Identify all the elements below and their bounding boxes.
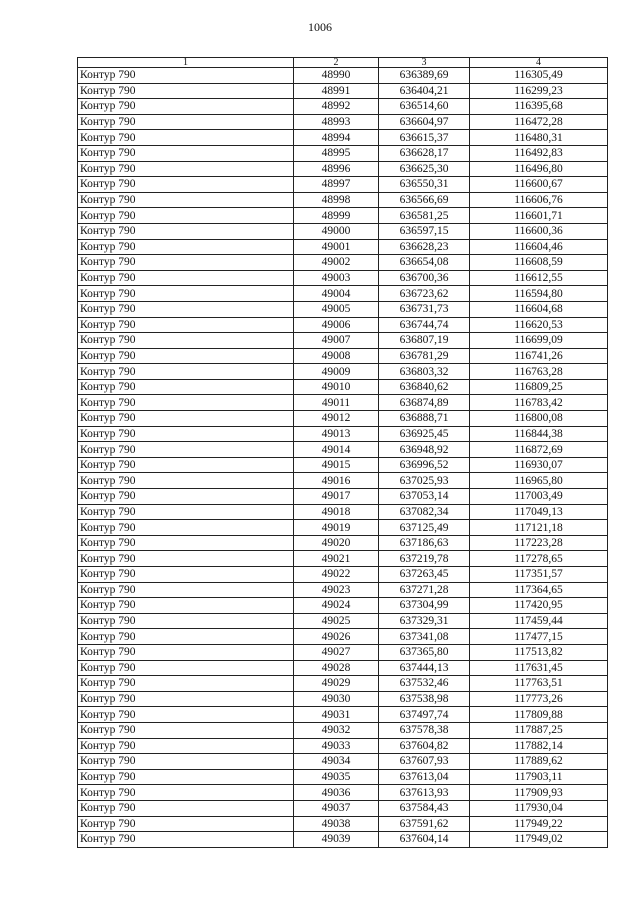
contour-name-cell: Контур 790: [78, 333, 294, 349]
point-number-cell: 49024: [294, 598, 379, 614]
table-row: [78, 457, 608, 473]
table-row: [78, 208, 608, 224]
contour-name-cell: Контур 790: [78, 660, 294, 676]
x-coordinate-cell: 636874,89: [379, 395, 470, 411]
y-coordinate-cell: 117121,18: [470, 520, 608, 536]
column-header-3: 3: [379, 58, 470, 68]
contour-name-cell: Контур 790: [78, 177, 294, 193]
contour-name-cell: Контур 790: [78, 99, 294, 115]
contour-name-cell: Контур 790: [78, 208, 294, 224]
point-number-cell: 49002: [294, 255, 379, 271]
y-coordinate-cell: 116783,42: [470, 395, 608, 411]
table-row: [78, 629, 608, 645]
contour-name-cell: Контур 790: [78, 301, 294, 317]
y-coordinate-cell: 116965,80: [470, 473, 608, 489]
y-coordinate-cell: 117882,14: [470, 738, 608, 754]
table-row: [78, 426, 608, 442]
contour-name-cell: Контур 790: [78, 145, 294, 161]
point-number-cell: 49037: [294, 800, 379, 816]
x-coordinate-cell: 636581,25: [379, 208, 470, 224]
y-coordinate-cell: 117773,26: [470, 691, 608, 707]
y-coordinate-cell: 116600,67: [470, 177, 608, 193]
x-coordinate-cell: 637219,78: [379, 551, 470, 567]
table-row: [78, 286, 608, 302]
point-number-cell: 49015: [294, 457, 379, 473]
x-coordinate-cell: 636566,69: [379, 192, 470, 208]
x-coordinate-cell: 636781,29: [379, 348, 470, 364]
x-coordinate-cell: 636700,36: [379, 270, 470, 286]
contour-name-cell: Контур 790: [78, 364, 294, 380]
y-coordinate-cell: 117763,51: [470, 676, 608, 692]
x-coordinate-cell: 637263,45: [379, 567, 470, 583]
x-coordinate-cell: 636404,21: [379, 83, 470, 99]
x-coordinate-cell: 637329,31: [379, 613, 470, 629]
contour-name-cell: Контур 790: [78, 800, 294, 816]
contour-name-cell: Контур 790: [78, 613, 294, 629]
point-number-cell: 49005: [294, 301, 379, 317]
y-coordinate-cell: 117278,65: [470, 551, 608, 567]
contour-name-cell: Контур 790: [78, 769, 294, 785]
point-number-cell: 48997: [294, 177, 379, 193]
contour-name-cell: Контур 790: [78, 738, 294, 754]
x-coordinate-cell: 636628,17: [379, 145, 470, 161]
contour-name-cell: Контур 790: [78, 223, 294, 239]
contour-name-cell: Контур 790: [78, 582, 294, 598]
point-number-cell: 49022: [294, 567, 379, 583]
y-coordinate-cell: 116741,26: [470, 348, 608, 364]
y-coordinate-cell: 117351,57: [470, 567, 608, 583]
x-coordinate-cell: 636996,52: [379, 457, 470, 473]
point-number-cell: 49034: [294, 754, 379, 770]
x-coordinate-cell: 637082,34: [379, 504, 470, 520]
y-coordinate-cell: 117459,44: [470, 613, 608, 629]
table-row: [78, 691, 608, 707]
point-number-cell: 49019: [294, 520, 379, 536]
point-number-cell: 49025: [294, 613, 379, 629]
table-row: [78, 239, 608, 255]
x-coordinate-cell: 636628,23: [379, 239, 470, 255]
contour-name-cell: Контур 790: [78, 457, 294, 473]
point-number-cell: 49007: [294, 333, 379, 349]
y-coordinate-cell: 117223,28: [470, 535, 608, 551]
point-number-cell: 48994: [294, 130, 379, 146]
y-coordinate-cell: 116305,49: [470, 68, 608, 84]
table-row: [78, 504, 608, 520]
y-coordinate-cell: 116492,83: [470, 145, 608, 161]
table-row: [78, 754, 608, 770]
table-row: [78, 567, 608, 583]
y-coordinate-cell: 116480,31: [470, 130, 608, 146]
table-row: [78, 442, 608, 458]
table-row: [78, 223, 608, 239]
point-number-cell: 49017: [294, 489, 379, 505]
contour-name-cell: Контур 790: [78, 722, 294, 738]
table-row: [78, 676, 608, 692]
table-body: [78, 68, 608, 848]
point-number-cell: 49018: [294, 504, 379, 520]
x-coordinate-cell: 637578,38: [379, 722, 470, 738]
table-row: [78, 177, 608, 193]
y-coordinate-cell: 116612,55: [470, 270, 608, 286]
table-row: [78, 473, 608, 489]
table-row: [78, 348, 608, 364]
table-row: [78, 255, 608, 271]
contour-name-cell: Контур 790: [78, 754, 294, 770]
table-row: [78, 301, 608, 317]
y-coordinate-cell: 116844,38: [470, 426, 608, 442]
x-coordinate-cell: 637604,82: [379, 738, 470, 754]
y-coordinate-cell: 116872,69: [470, 442, 608, 458]
table-row: [78, 83, 608, 99]
column-header-1: 1: [78, 58, 294, 68]
table-row: [78, 644, 608, 660]
y-coordinate-cell: 116395,68: [470, 99, 608, 115]
point-number-cell: 48990: [294, 68, 379, 84]
contour-name-cell: Контур 790: [78, 473, 294, 489]
table-row: [78, 99, 608, 115]
contour-name-cell: Контур 790: [78, 348, 294, 364]
y-coordinate-cell: 117420,95: [470, 598, 608, 614]
y-coordinate-cell: 116496,80: [470, 161, 608, 177]
contour-name-cell: Контур 790: [78, 426, 294, 442]
point-number-cell: 49000: [294, 223, 379, 239]
point-number-cell: 48993: [294, 114, 379, 130]
contour-name-cell: Контур 790: [78, 520, 294, 536]
point-number-cell: 49035: [294, 769, 379, 785]
x-coordinate-cell: 636803,32: [379, 364, 470, 380]
point-number-cell: 49029: [294, 676, 379, 692]
point-number-cell: 49006: [294, 317, 379, 333]
contour-name-cell: Контур 790: [78, 489, 294, 505]
x-coordinate-cell: 637497,74: [379, 707, 470, 723]
x-coordinate-cell: 636731,73: [379, 301, 470, 317]
table-row: [78, 520, 608, 536]
point-number-cell: 49026: [294, 629, 379, 645]
contour-name-cell: Контур 790: [78, 816, 294, 832]
point-number-cell: 49039: [294, 832, 379, 848]
contour-name-cell: Контур 790: [78, 567, 294, 583]
table-row: [78, 800, 608, 816]
y-coordinate-cell: 116604,46: [470, 239, 608, 255]
y-coordinate-cell: 116608,59: [470, 255, 608, 271]
y-coordinate-cell: 116604,68: [470, 301, 608, 317]
x-coordinate-cell: 636840,62: [379, 379, 470, 395]
table-row: [78, 411, 608, 427]
point-number-cell: 48991: [294, 83, 379, 99]
y-coordinate-cell: 116594,80: [470, 286, 608, 302]
x-coordinate-cell: 636807,19: [379, 333, 470, 349]
y-coordinate-cell: 116606,76: [470, 192, 608, 208]
y-coordinate-cell: 116601,71: [470, 208, 608, 224]
y-coordinate-cell: 117364,65: [470, 582, 608, 598]
y-coordinate-cell: 116620,53: [470, 317, 608, 333]
y-coordinate-cell: 117003,49: [470, 489, 608, 505]
table-row: [78, 68, 608, 84]
point-number-cell: 49033: [294, 738, 379, 754]
y-coordinate-cell: 117903,11: [470, 769, 608, 785]
y-coordinate-cell: 117930,04: [470, 800, 608, 816]
contour-name-cell: Контур 790: [78, 161, 294, 177]
point-number-cell: 49010: [294, 379, 379, 395]
contour-name-cell: Контур 790: [78, 130, 294, 146]
x-coordinate-cell: 636654,08: [379, 255, 470, 271]
y-coordinate-cell: 116809,25: [470, 379, 608, 395]
table-row: [78, 832, 608, 848]
x-coordinate-cell: 637607,93: [379, 754, 470, 770]
table-row: [78, 130, 608, 146]
point-number-cell: 49028: [294, 660, 379, 676]
contour-name-cell: Контур 790: [78, 504, 294, 520]
y-coordinate-cell: 117477,15: [470, 629, 608, 645]
table-row: [78, 317, 608, 333]
contour-name-cell: Контур 790: [78, 270, 294, 286]
table-row: [78, 769, 608, 785]
column-header-4: 4: [470, 58, 608, 68]
page-number: 1006: [308, 20, 332, 34]
point-number-cell: 49012: [294, 411, 379, 427]
point-number-cell: 49003: [294, 270, 379, 286]
x-coordinate-cell: 637613,93: [379, 785, 470, 801]
y-coordinate-cell: 117631,45: [470, 660, 608, 676]
point-number-cell: 49016: [294, 473, 379, 489]
x-coordinate-cell: 636550,31: [379, 177, 470, 193]
point-number-cell: 49008: [294, 348, 379, 364]
x-coordinate-cell: 636723,62: [379, 286, 470, 302]
table-row: [78, 785, 608, 801]
x-coordinate-cell: 637538,98: [379, 691, 470, 707]
x-coordinate-cell: 637604,14: [379, 832, 470, 848]
point-number-cell: 49021: [294, 551, 379, 567]
contour-name-cell: Контур 790: [78, 68, 294, 84]
point-number-cell: 49030: [294, 691, 379, 707]
y-coordinate-cell: 116600,36: [470, 223, 608, 239]
point-number-cell: 48996: [294, 161, 379, 177]
x-coordinate-cell: 637304,99: [379, 598, 470, 614]
point-number-cell: 49023: [294, 582, 379, 598]
contour-name-cell: Контур 790: [78, 676, 294, 692]
contour-name-cell: Контур 790: [78, 395, 294, 411]
contour-name-cell: Контур 790: [78, 239, 294, 255]
contour-name-cell: Контур 790: [78, 691, 294, 707]
x-coordinate-cell: 636948,92: [379, 442, 470, 458]
table-row: [78, 551, 608, 567]
y-coordinate-cell: 117889,62: [470, 754, 608, 770]
y-coordinate-cell: 116800,08: [470, 411, 608, 427]
y-coordinate-cell: 117049,13: [470, 504, 608, 520]
y-coordinate-cell: 117513,82: [470, 644, 608, 660]
table-row: [78, 613, 608, 629]
point-number-cell: 49032: [294, 722, 379, 738]
point-number-cell: 49014: [294, 442, 379, 458]
x-coordinate-cell: 637365,80: [379, 644, 470, 660]
table-row: [78, 535, 608, 551]
contour-name-cell: Контур 790: [78, 644, 294, 660]
y-coordinate-cell: 117949,02: [470, 832, 608, 848]
table-row: [78, 364, 608, 380]
contour-name-cell: Контур 790: [78, 832, 294, 848]
table-row: [78, 598, 608, 614]
x-coordinate-cell: 637613,04: [379, 769, 470, 785]
table-row: [78, 395, 608, 411]
point-number-cell: 49004: [294, 286, 379, 302]
contour-name-cell: Контур 790: [78, 535, 294, 551]
contour-name-cell: Контур 790: [78, 83, 294, 99]
x-coordinate-cell: 636389,69: [379, 68, 470, 84]
x-coordinate-cell: 637341,08: [379, 629, 470, 645]
table-row: [78, 722, 608, 738]
x-coordinate-cell: 636888,71: [379, 411, 470, 427]
table-row: [78, 379, 608, 395]
contour-name-cell: Контур 790: [78, 411, 294, 427]
contour-name-cell: Контур 790: [78, 192, 294, 208]
y-coordinate-cell: 116930,07: [470, 457, 608, 473]
y-coordinate-cell: 117887,25: [470, 722, 608, 738]
table-row: [78, 582, 608, 598]
point-number-cell: 49020: [294, 535, 379, 551]
table-row: [78, 333, 608, 349]
y-coordinate-cell: 116472,28: [470, 114, 608, 130]
table-row: [78, 145, 608, 161]
x-coordinate-cell: 637053,14: [379, 489, 470, 505]
x-coordinate-cell: 636615,37: [379, 130, 470, 146]
point-number-cell: 49009: [294, 364, 379, 380]
point-number-cell: 48992: [294, 99, 379, 115]
column-header-2: 2: [294, 58, 379, 68]
point-number-cell: 49001: [294, 239, 379, 255]
table-row: [78, 114, 608, 130]
x-coordinate-cell: 637271,28: [379, 582, 470, 598]
point-number-cell: 48998: [294, 192, 379, 208]
x-coordinate-cell: 637444,13: [379, 660, 470, 676]
contour-name-cell: Контур 790: [78, 785, 294, 801]
x-coordinate-cell: 637532,46: [379, 676, 470, 692]
x-coordinate-cell: 636597,15: [379, 223, 470, 239]
contour-name-cell: Контур 790: [78, 442, 294, 458]
table-row: [78, 489, 608, 505]
table-row: [78, 270, 608, 286]
point-number-cell: 49036: [294, 785, 379, 801]
table-row: [78, 738, 608, 754]
y-coordinate-cell: 116699,09: [470, 333, 608, 349]
x-coordinate-cell: 636744,74: [379, 317, 470, 333]
y-coordinate-cell: 117909,93: [470, 785, 608, 801]
contour-name-cell: Контур 790: [78, 317, 294, 333]
x-coordinate-cell: 637125,49: [379, 520, 470, 536]
point-number-cell: 48995: [294, 145, 379, 161]
point-number-cell: 49013: [294, 426, 379, 442]
point-number-cell: 49011: [294, 395, 379, 411]
point-number-cell: 49027: [294, 644, 379, 660]
y-coordinate-cell: 116299,23: [470, 83, 608, 99]
x-coordinate-cell: 636604,97: [379, 114, 470, 130]
coordinates-table: [77, 57, 608, 848]
x-coordinate-cell: 636514,60: [379, 99, 470, 115]
x-coordinate-cell: 637186,63: [379, 535, 470, 551]
point-number-cell: 48999: [294, 208, 379, 224]
table-row: [78, 660, 608, 676]
table-header-row: [78, 58, 608, 68]
point-number-cell: 49038: [294, 816, 379, 832]
y-coordinate-cell: 117949,22: [470, 816, 608, 832]
contour-name-cell: Контур 790: [78, 255, 294, 271]
x-coordinate-cell: 637591,62: [379, 816, 470, 832]
y-coordinate-cell: 116763,28: [470, 364, 608, 380]
table-row: [78, 161, 608, 177]
contour-name-cell: Контур 790: [78, 598, 294, 614]
contour-name-cell: Контур 790: [78, 379, 294, 395]
contour-name-cell: Контур 790: [78, 286, 294, 302]
table-row: [78, 192, 608, 208]
contour-name-cell: Контур 790: [78, 114, 294, 130]
table-row: [78, 816, 608, 832]
x-coordinate-cell: 636925,45: [379, 426, 470, 442]
table-row: [78, 707, 608, 723]
x-coordinate-cell: 637584,43: [379, 800, 470, 816]
contour-name-cell: Контур 790: [78, 551, 294, 567]
contour-name-cell: Контур 790: [78, 629, 294, 645]
x-coordinate-cell: 636625,30: [379, 161, 470, 177]
x-coordinate-cell: 637025,93: [379, 473, 470, 489]
contour-name-cell: Контур 790: [78, 707, 294, 723]
y-coordinate-cell: 117809,88: [470, 707, 608, 723]
point-number-cell: 49031: [294, 707, 379, 723]
